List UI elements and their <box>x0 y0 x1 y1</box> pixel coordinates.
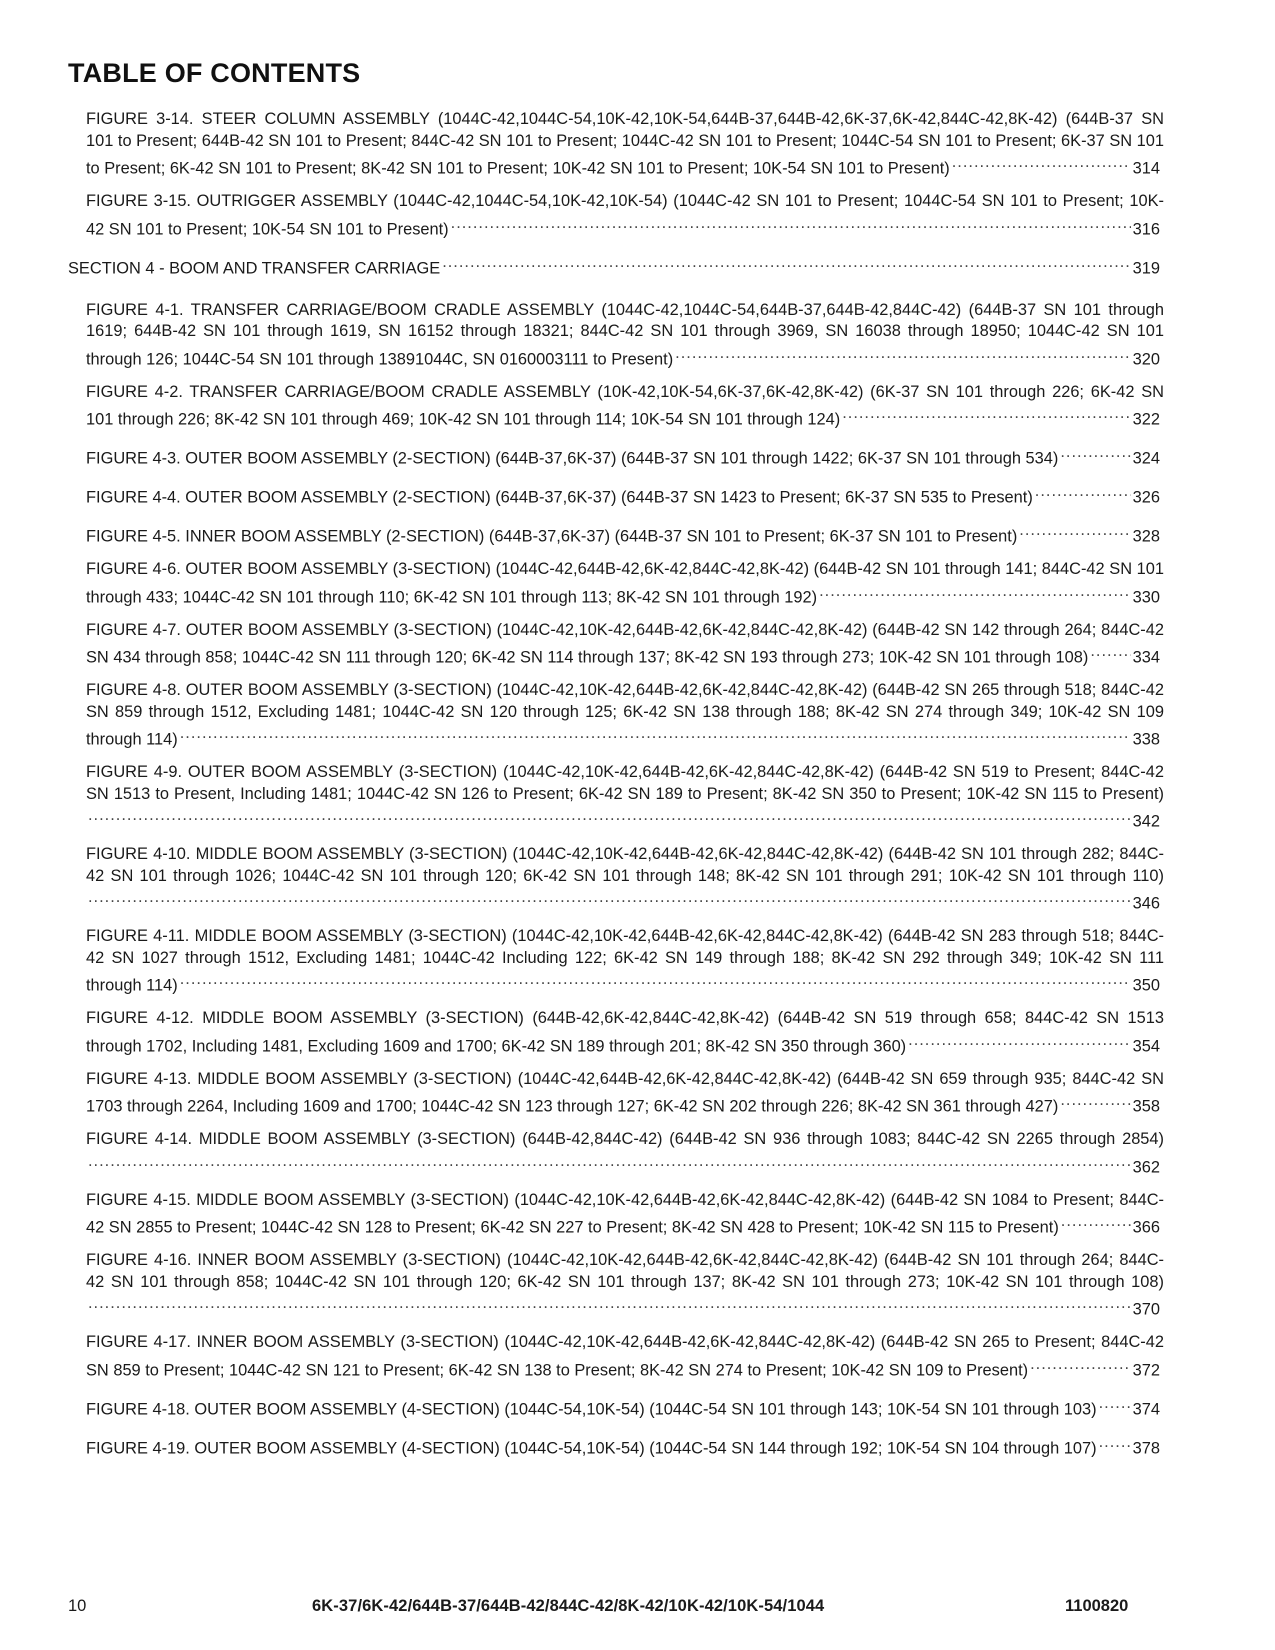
toc-entry-page: 372 <box>1132 1361 1160 1379</box>
toc-entry-title: FIGURE 4-3. OUTER BOOM ASSEMBLY (2-SECTION) (644B-37,6K-37) (644B-37 SN 101 through 1422; 6K-37 SN 101 through 534) <box>86 449 1059 468</box>
toc-figure-entry[interactable] <box>86 382 1164 432</box>
toc-entry-page: 316 <box>1132 220 1160 238</box>
toc-entry-title: FIGURE 4-4. OUTER BOOM ASSEMBLY (2-SECTION) (644B-37,6K-37) (644B-37 SN 1423 to Present; 6K-37 SN 535 to Present) <box>86 488 1033 507</box>
toc-figure-entry[interactable] <box>86 926 1164 997</box>
toc-leader-dots <box>1099 1393 1131 1415</box>
toc-figure-entry[interactable] <box>86 442 1164 470</box>
toc-figure-entry[interactable] <box>86 1393 1164 1421</box>
toc-figure-entry[interactable] <box>86 1069 1164 1119</box>
toc-figure-entry[interactable] <box>86 1129 1164 1179</box>
toc-figure-entry[interactable] <box>86 1190 1164 1240</box>
toc-section-entry[interactable] <box>68 252 1164 280</box>
toc-leader-dots <box>675 343 1130 365</box>
toc-entry-page: 346 <box>1132 894 1160 913</box>
toc-leader-dots <box>451 213 1131 235</box>
toc-entry-title: FIGURE 4-8. OUTER BOOM ASSEMBLY (3-SECTION) (1044C-42,10K-42,644B-42,6K-42,844C-42,8K-42) (644B-42 SN 265 through 518; 844C-42 SN 859 through 1512, Excluding 1481; 1044C-42 SN 120 through 125; 6K-42 SN 138 through 188; 8K-42 SN 274 through 349; 10K-42 SN 109 through 114) <box>86 681 1164 749</box>
toc-entry-title: FIGURE 4-11. MIDDLE BOOM ASSEMBLY (3-SECTION) (1044C-42,10K-42,644B-42,6K-42,844C-42,8K-42) (644B-42 SN 283 through 518; 844C-42 SN 1027 through 1512, Excluding 1481; 1044C-42 Including 122; 6K-42 SN 149 through 188; 8K-42 SN 292 through 349; 10K-42 SN 111 through 114) <box>86 927 1164 995</box>
toc-figure-entry[interactable] <box>86 1250 1164 1321</box>
toc-leader-dots <box>1060 442 1130 464</box>
toc-figure-entry[interactable] <box>86 481 1164 509</box>
toc-entry-page: 319 <box>1132 259 1160 277</box>
toc-leader-dots <box>88 805 1131 827</box>
toc-entry-page: 350 <box>1132 976 1160 995</box>
toc-entry-page: 322 <box>1132 410 1160 429</box>
toc-entry-page: 328 <box>1132 527 1160 546</box>
toc-leader-dots <box>952 152 1131 174</box>
toc-entry-title: FIGURE 4-13. MIDDLE BOOM ASSEMBLY (3-SECTION) (1044C-42,644B-42,6K-42,844C-42,8K-42) (644B-42 SN 659 through 935; 844C-42 SN 1703 through 2264, Including 1609 and 1700; 1044C-42 SN 123 through 127; 6K-42 SN 202 through 226; 8K-42 SN 361 through 427) <box>86 1069 1164 1116</box>
toc-leader-dots <box>442 252 1130 274</box>
toc-leader-dots <box>1060 1090 1130 1112</box>
toc-leader-dots <box>1030 1354 1131 1376</box>
toc-entry-page: 320 <box>1132 350 1160 368</box>
toc-leader-dots <box>88 887 1131 909</box>
toc-figure-entry[interactable] <box>86 109 1164 180</box>
toc-figure-entry[interactable] <box>86 620 1164 670</box>
footer-model-list: 6K-37/6K-42/644B-37/644B-42/844C-42/8K-42/10K-42/10K-54/1044 <box>312 1597 825 1615</box>
toc-entry-page: 366 <box>1132 1218 1160 1237</box>
toc-entry-title: SECTION 4 - BOOM AND TRANSFER CARRIAGE <box>68 259 441 277</box>
toc-entry-page: 358 <box>1132 1097 1160 1116</box>
toc-entry-title: FIGURE 4-19. OUTER BOOM ASSEMBLY (4-SECTION) (1044C-54,10K-54) (1044C-54 SN 144 through 192; 10K-54 SN 104 through 107) <box>86 1439 1097 1457</box>
toc-entry-page: 374 <box>1132 1400 1160 1418</box>
toc-entry-title: FIGURE 4-1. TRANSFER CARRIAGE/BOOM CRADLE ASSEMBLY (1044C-42,1044C-54,644B-37,644B-42,844C-42) (644B-37 SN 101 through 1619; 644B-42 SN 101 through 1619, SN 16152 through 18321; 844C-42 SN 101 through 3969, SN 16038 through 18950; 1044C-42 SN 101 through 126; 1044C-54 SN 101 through 13891044C, SN 0160003111 to Present) <box>86 300 1164 368</box>
page-title: TABLE OF CONTENTS <box>68 58 361 88</box>
toc-leader-dots <box>1099 1432 1131 1454</box>
toc-entry-page: 338 <box>1132 730 1160 749</box>
footer-doc-number: 1100820 <box>1065 1597 1129 1615</box>
toc-entry-title: FIGURE 4-10. MIDDLE BOOM ASSEMBLY (3-SECTION) (1044C-42,10K-42,644B-42,6K-42,844C-42,8K-42) (644B-42 SN 101 through 282; 844C-42 SN 101 through 1026; 1044C-42 SN 101 through 120; 6K-42 SN 101 through 148; 8K-42 SN 101 through 291; 10K-42 SN 101 through 110) <box>86 845 1164 885</box>
page-footer <box>0 1597 1275 1621</box>
toc-figure-entry[interactable] <box>86 1008 1164 1058</box>
toc-entry-title: FIGURE 4-2. TRANSFER CARRIAGE/BOOM CRADLE ASSEMBLY (10K-42,10K-54,6K-37,6K-42,8K-42) (6K-37 SN 101 through 226; 6K-42 SN 101 through 226; 8K-42 SN 101 through 469; 10K-42 SN 101 through 114; 10K-54 SN 101 through 124) <box>86 382 1164 429</box>
toc-entry-page: 354 <box>1132 1037 1160 1055</box>
toc-figure-entry[interactable] <box>86 844 1164 915</box>
toc-entry-page: 330 <box>1132 588 1160 606</box>
toc-figure-entry[interactable] <box>86 300 1164 371</box>
toc-list <box>0 109 1275 1471</box>
toc-leader-dots <box>1035 481 1131 503</box>
toc-entry-page: 314 <box>1132 159 1160 178</box>
toc-leader-dots <box>1061 1211 1131 1233</box>
toc-entry-page: 326 <box>1132 488 1160 507</box>
toc-leader-dots <box>88 1293 1131 1315</box>
toc-entry-title: FIGURE 3-14. STEER COLUMN ASSEMBLY (1044C-42,1044C-54,10K-42,10K-54,644B-37,644B-42,6K-37,6K-42,844C-42,8K-42) (644B-37 SN 101 to Present; 644B-42 SN 101 to Present; 844C-42 SN 101 to Present; 1044C-42 SN 101 to Present; 1044C-54 SN 101 to Present; 6K-37 SN 101 to Present; 6K-42 SN 101 to Present; 8K-42 SN 101 to Present; 10K-42 SN 101 to Present; 10K-54 SN 101 to Present) <box>86 110 1164 178</box>
toc-entry-page: 324 <box>1132 449 1160 468</box>
toc-figure-entry[interactable] <box>86 762 1164 833</box>
toc-figure-entry[interactable] <box>86 680 1164 751</box>
toc-entry-title: FIGURE 4-15. MIDDLE BOOM ASSEMBLY (3-SECTION) (1044C-42,10K-42,644B-42,6K-42,844C-42,8K-42) (644B-42 SN 1084 to Present; 844C-42 SN 2855 to Present; 1044C-42 SN 128 to Present; 6K-42 SN 227 to Present; 8K-42 SN 428 to Present; 10K-42 SN 115 to Present) <box>86 1190 1164 1237</box>
toc-leader-dots <box>180 723 1131 745</box>
toc-entry-title: FIGURE 4-17. INNER BOOM ASSEMBLY (3-SECTION) (1044C-42,10K-42,644B-42,6K-42,844C-42,8K-42) (644B-42 SN 265 to Present; 844C-42 SN 859 to Present; 1044C-42 SN 121 to Present; 6K-42 SN 138 to Present; 8K-42 SN 274 to Present; 10K-42 SN 109 to Present) <box>86 1333 1164 1379</box>
toc-entry-page: 370 <box>1132 1300 1160 1319</box>
toc-entry-page: 334 <box>1132 648 1160 667</box>
toc-entry-title: FIGURE 4-14. MIDDLE BOOM ASSEMBLY (3-SECTION) (644B-42,844C-42) (644B-42 SN 936 through 1083; 844C-42 SN 2265 through 2854) <box>86 1130 1164 1148</box>
toc-leader-dots <box>908 1030 1131 1052</box>
toc-leader-dots <box>1090 641 1130 663</box>
toc-entry-title: FIGURE 4-16. INNER BOOM ASSEMBLY (3-SECTION) (1044C-42,10K-42,644B-42,6K-42,844C-42,8K-42) (644B-42 SN 101 through 264; 844C-42 SN 101 through 858; 1044C-42 SN 101 through 120; 6K-42 SN 101 through 137; 8K-42 SN 101 through 273; 10K-42 SN 101 through 108) <box>86 1251 1164 1291</box>
toc-figure-entry[interactable] <box>86 520 1164 548</box>
toc-leader-dots <box>88 1151 1131 1173</box>
toc-entry-title: FIGURE 3-15. OUTRIGGER ASSEMBLY (1044C-42,1044C-54,10K-42,10K-54) (1044C-42 SN 101 to Present; 1044C-54 SN 101 to Present; 10K-42 SN 101 to Present; 10K-54 SN 101 to Present) <box>86 192 1164 238</box>
toc-figure-entry[interactable] <box>86 1332 1164 1382</box>
toc-entry-title: FIGURE 4-18. OUTER BOOM ASSEMBLY (4-SECTION) (1044C-54,10K-54) (1044C-54 SN 101 through 143; 10K-54 SN 101 through 103) <box>86 1400 1097 1418</box>
toc-entry-page: 342 <box>1132 812 1160 831</box>
toc-leader-dots <box>819 581 1131 603</box>
toc-entry-title: FIGURE 4-5. INNER BOOM ASSEMBLY (2-SECTION) (644B-37,6K-37) (644B-37 SN 101 to Present; 6K-37 SN 101 to Present) <box>86 527 1018 546</box>
toc-entry-title: FIGURE 4-6. OUTER BOOM ASSEMBLY (3-SECTION) (1044C-42,644B-42,6K-42,844C-42,8K-42) (644B-42 SN 101 through 141; 844C-42 SN 101 through 433; 1044C-42 SN 101 through 110; 6K-42 SN 101 through 113; 8K-42 SN 101 through 192) <box>86 560 1164 606</box>
toc-leader-dots <box>180 969 1131 991</box>
toc-entry-title: FIGURE 4-9. OUTER BOOM ASSEMBLY (3-SECTION) (1044C-42,10K-42,644B-42,6K-42,844C-42,8K-42) (644B-42 SN 519 to Present; 844C-42 SN 1513 to Present, Including 1481; 1044C-42 SN 126 to Present; 6K-42 SN 189 to Present; 8K-42 SN 350 to Present; 10K-42 SN 115 to Present) <box>86 763 1164 803</box>
toc-entry-page: 378 <box>1132 1439 1160 1457</box>
toc-entry-page: 362 <box>1132 1158 1160 1176</box>
toc-entry-title: FIGURE 4-12. MIDDLE BOOM ASSEMBLY (3-SECTION) (644B-42,6K-42,844C-42,8K-42) (644B-42 SN 519 through 658; 844C-42 SN 1513 through 1702, Including 1481, Excluding 1609 and 1700; 6K-42 SN 189 through 201; 8K-42 SN 350 through 360) <box>86 1009 1164 1055</box>
toc-entry-title: FIGURE 4-7. OUTER BOOM ASSEMBLY (3-SECTION) (1044C-42,10K-42,644B-42,6K-42,844C-42,8K-42) (644B-42 SN 142 through 264; 844C-42 SN 434 through 858; 1044C-42 SN 111 through 120; 6K-42 SN 114 through 137; 8K-42 SN 193 through 273; 10K-42 SN 101 through 108) <box>86 620 1164 667</box>
footer-page-number: 10 <box>68 1597 87 1615</box>
toc-leader-dots <box>842 403 1130 425</box>
toc-leader-dots <box>1019 520 1130 542</box>
toc-figure-entry[interactable] <box>86 191 1164 241</box>
toc-figure-entry[interactable] <box>86 1432 1164 1460</box>
toc-figure-entry[interactable] <box>86 559 1164 609</box>
